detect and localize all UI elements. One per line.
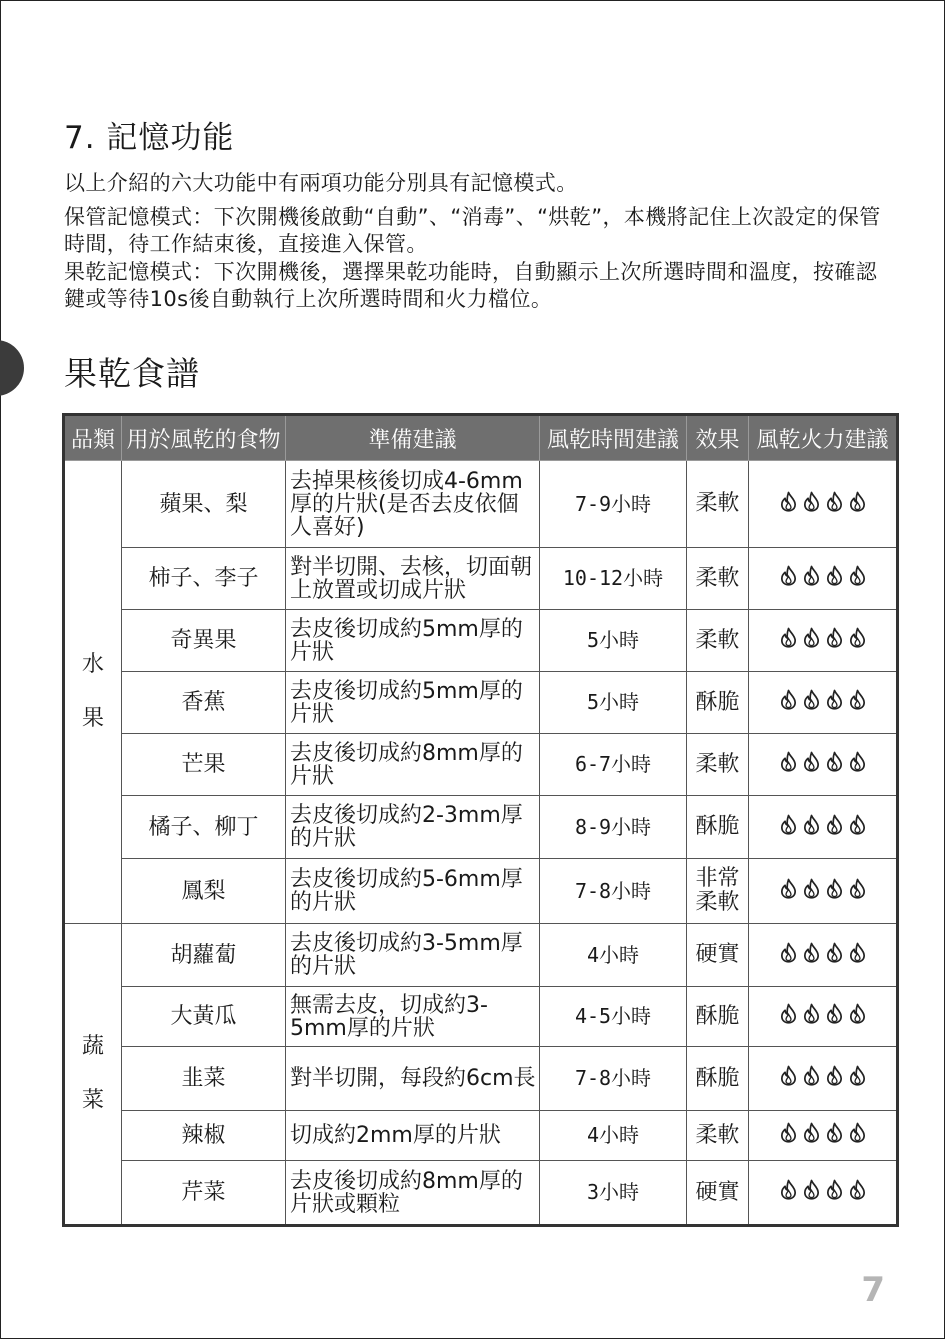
table-header-row	[64, 415, 898, 461]
dry-time: 7-9小時	[540, 461, 687, 548]
fire-level	[749, 610, 898, 672]
flame-icon	[779, 627, 798, 648]
flame-icon	[802, 814, 821, 835]
flame-group	[779, 689, 867, 710]
flame-group	[779, 814, 867, 835]
effect: 非常柔軟	[687, 859, 749, 924]
table-row	[64, 734, 898, 796]
flame-icon	[779, 878, 798, 899]
flame-icon	[779, 751, 798, 772]
fire-level	[749, 461, 898, 548]
flame-icon	[802, 627, 821, 648]
flame-group	[779, 942, 867, 963]
fire-level	[749, 672, 898, 734]
flame-icon	[802, 1179, 821, 1200]
memory-intro: 以上介紹的六大功能中有兩項功能分別具有記憶模式。	[64, 171, 578, 195]
fire-level	[749, 1161, 898, 1226]
flame-group	[779, 1065, 867, 1086]
table-row	[64, 672, 898, 734]
food-name: 橘子、柳丁	[122, 796, 286, 859]
flame-icon	[825, 565, 844, 586]
flame-icon	[779, 689, 798, 710]
flame-group	[779, 491, 867, 512]
flame-icon	[848, 878, 867, 899]
flame-icon	[825, 814, 844, 835]
effect: 硬實	[687, 1161, 749, 1226]
table-row	[64, 987, 898, 1047]
flame-group	[779, 627, 867, 648]
table-row	[64, 1161, 898, 1226]
prep-suggestion: 去皮後切成約2-3mm厚的片狀	[286, 796, 540, 859]
food-name: 芹菜	[122, 1161, 286, 1226]
flame-icon	[848, 565, 867, 586]
flame-icon	[848, 1179, 867, 1200]
food-name: 芒果	[122, 734, 286, 796]
header-fire: 風乾火力建議	[749, 415, 898, 461]
prep-suggestion: 對半切開，每段約6cm長	[286, 1047, 540, 1111]
dry-time: 3小時	[540, 1161, 687, 1226]
effect: 柔軟	[687, 548, 749, 610]
effect: 柔軟	[687, 610, 749, 672]
flame-icon	[779, 565, 798, 586]
recipe-table-body	[64, 461, 898, 1226]
flame-icon	[848, 751, 867, 772]
flame-group	[779, 878, 867, 899]
flame-icon	[779, 1003, 798, 1024]
flame-icon	[802, 1122, 821, 1143]
table-row	[64, 610, 898, 672]
flame-icon	[848, 942, 867, 963]
food-name: 韭菜	[122, 1047, 286, 1111]
effect: 硬實	[687, 924, 749, 987]
prep-suggestion: 去皮後切成約8mm厚的片狀或顆粒	[286, 1161, 540, 1226]
storage-memory-mode: 保管記憶模式：下次開機後啟動“自動”、“消毒”、“烘乾”，本機將記住上次設定的保管時間，待工作結束後，直接進入保管。	[64, 205, 881, 256]
flame-group	[779, 1179, 867, 1200]
fire-level	[749, 924, 898, 987]
flame-icon	[848, 814, 867, 835]
food-name: 蘋果、梨	[122, 461, 286, 548]
flame-icon	[848, 627, 867, 648]
effect: 酥脆	[687, 796, 749, 859]
effect: 酥脆	[687, 672, 749, 734]
prep-suggestion: 無需去皮，切成約3-5mm厚的片狀	[286, 987, 540, 1047]
header-category: 品類	[64, 415, 122, 461]
fire-level	[749, 734, 898, 796]
flame-icon	[802, 1065, 821, 1086]
flame-icon	[802, 942, 821, 963]
dry-time: 5小時	[540, 610, 687, 672]
flame-icon	[825, 689, 844, 710]
flame-icon	[802, 878, 821, 899]
flame-icon	[779, 1122, 798, 1143]
recipe-title: 果乾食譜	[64, 354, 200, 393]
flame-icon	[779, 491, 798, 512]
fire-level	[749, 1111, 898, 1161]
flame-icon	[779, 1065, 798, 1086]
dry-time: 6-7小時	[540, 734, 687, 796]
effect: 柔軟	[687, 734, 749, 796]
page-number: 7	[861, 1270, 885, 1310]
category-fruit: 水 果	[64, 461, 122, 924]
flame-icon	[848, 491, 867, 512]
table-row	[64, 859, 898, 924]
fire-level	[749, 987, 898, 1047]
effect: 酥脆	[687, 1047, 749, 1111]
flame-icon	[848, 1122, 867, 1143]
prep-suggestion: 去掉果核後切成4-6mm厚的片狀(是否去皮依個人喜好)	[286, 461, 540, 548]
flame-group	[779, 565, 867, 586]
prep-suggestion: 去皮後切成約5mm厚的片狀	[286, 610, 540, 672]
dry-time: 4小時	[540, 924, 687, 987]
table-row	[64, 1047, 898, 1111]
fire-level	[749, 796, 898, 859]
flame-icon	[802, 689, 821, 710]
memory-section-title: 7. 記憶功能	[64, 120, 235, 156]
table-row	[64, 796, 898, 859]
header-prep: 準備建議	[286, 415, 540, 461]
dry-time: 8-9小時	[540, 796, 687, 859]
header-time: 風乾時間建議	[540, 415, 687, 461]
flame-icon	[825, 1003, 844, 1024]
food-name: 鳳梨	[122, 859, 286, 924]
prep-suggestion: 切成約2mm厚的片狀	[286, 1111, 540, 1161]
food-name: 香蕉	[122, 672, 286, 734]
flame-icon	[848, 689, 867, 710]
flame-icon	[802, 565, 821, 586]
flame-group	[779, 1122, 867, 1143]
table-row	[64, 924, 898, 987]
flame-icon	[825, 627, 844, 648]
flame-icon	[779, 814, 798, 835]
flame-icon	[825, 1122, 844, 1143]
food-name: 柿子、李子	[122, 548, 286, 610]
prep-suggestion: 去皮後切成約5mm厚的片狀	[286, 672, 540, 734]
flame-icon	[779, 942, 798, 963]
fire-level	[749, 1047, 898, 1111]
food-name: 胡蘿蔔	[122, 924, 286, 987]
food-name: 大黃瓜	[122, 987, 286, 1047]
dry-time: 4-5小時	[540, 987, 687, 1047]
prep-suggestion: 去皮後切成約8mm厚的片狀	[286, 734, 540, 796]
dry-time: 10-12小時	[540, 548, 687, 610]
flame-icon	[802, 491, 821, 512]
effect: 柔軟	[687, 1111, 749, 1161]
flame-icon	[802, 1003, 821, 1024]
dry-time: 4小時	[540, 1111, 687, 1161]
flame-icon	[825, 1065, 844, 1086]
flame-icon	[848, 1003, 867, 1024]
prep-suggestion: 去皮後切成約3-5mm厚的片狀	[286, 924, 540, 987]
fire-level	[749, 859, 898, 924]
header-food: 用於風乾的食物	[122, 415, 286, 461]
recipe-table	[62, 413, 899, 1227]
flame-icon	[825, 1179, 844, 1200]
prep-suggestion: 去皮後切成約5-6mm厚的片狀	[286, 859, 540, 924]
table-row	[64, 461, 898, 548]
header-effect: 效果	[687, 415, 749, 461]
dry-time: 7-8小時	[540, 859, 687, 924]
flame-icon	[848, 1065, 867, 1086]
flame-icon	[825, 491, 844, 512]
effect: 酥脆	[687, 987, 749, 1047]
prep-suggestion: 對半切開、去核，切面朝上放置或切成片狀	[286, 548, 540, 610]
food-name: 辣椒	[122, 1111, 286, 1161]
flame-icon	[825, 878, 844, 899]
dry-time: 7-8小時	[540, 1047, 687, 1111]
category-vegetable: 蔬 菜	[64, 924, 122, 1226]
flame-icon	[802, 751, 821, 772]
flame-icon	[825, 942, 844, 963]
flame-icon	[825, 751, 844, 772]
table-row	[64, 1111, 898, 1161]
dry-time: 5小時	[540, 672, 687, 734]
effect: 柔軟	[687, 461, 749, 548]
fruit-memory-mode: 果乾記憶模式：下次開機後，選擇果乾功能時，自動顯示上次所選時間和溫度，按確認鍵或等待10s後自動執行上次所選時間和火力檔位。	[64, 260, 878, 311]
flame-group	[779, 1003, 867, 1024]
fire-level	[749, 548, 898, 610]
flame-icon	[779, 1179, 798, 1200]
flame-group	[779, 751, 867, 772]
food-name: 奇異果	[122, 610, 286, 672]
table-row	[64, 548, 898, 610]
